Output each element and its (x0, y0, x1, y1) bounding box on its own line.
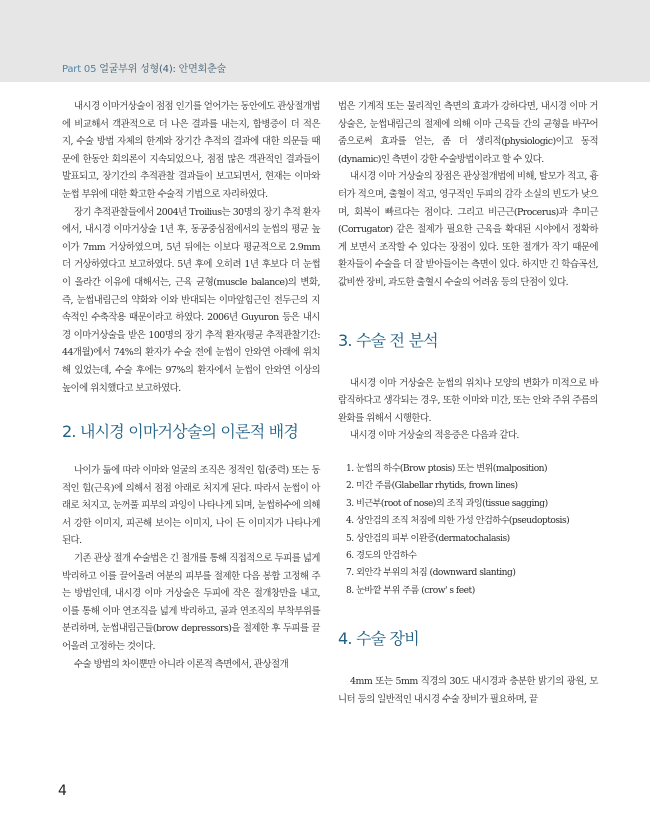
paragraph: 내시경 이마 거상술의 적응증은 다음과 같다. (350, 430, 519, 442)
paragraph: 내시경 이마 거상술의 장점은 관상절개법에 비해, 탈모가 적고, 흉터가 적으며, 출혈이 적고, 영구적인 두피의 감각 소실의 빈도가 낮으며, 회복이 빠르다는 점이다. 그리고 비근근(Procerus)과 추미근(Corrugator) 같은 절제가 필요한 근육을 확대된 시야에서 정확하게 보면서 조작할 수 있다는 장점이 있다. 또한 절개가 작기 때문에 환자들이 수술을 더 잘 받아들이는 측면이 있다. 하지만 긴 학습곡선, 값비싼 장비, 과도한 출혈시 수술의 어려움 등의 단점이 있다. (338, 171, 598, 288)
paragraph-continued: 법은 기계적 또는 물리적인 측면의 효과가 강하다면, 내시경 이마 거상술은, 눈썹내림근의 절제에 의해 이마 근육들 간의 균형을 바꾸어 줌으로써 효과를 얻는, 좀 더 생리적(physiologic)이고 동적(dynamic)인 측면이 강한 수술방법이라고 할 수 있다. (338, 101, 598, 165)
list-item: 7. 외안각 부위의 처짐 (downward slanting) (346, 568, 516, 579)
section-heading-2: 2. 내시경 이마거상술의 이론적 배경 (62, 422, 298, 442)
left-column (62, 98, 320, 673)
section-heading-3: 3. 수술 전 분석 (338, 330, 438, 350)
list-item: 2. 미간 주름(Glabellar rhytids, frown lines) (346, 481, 518, 492)
paragraph: 장기 추적관찰들에서 2004년 Troilius는 30명의 장기 추적 환자에서, 내시경 이마거상술 1년 후, 동공중심점에서의 눈썹의 평균 높이가 7mm 거상하였으며, 5년 뒤에는 이보다 평균적으로 2.9mm 더 거상하였다고 보고하였다. 5년 후에 오히려 1년 후보다 더 눈썹이 올라간 이유에 대해서는, 근육 균형(muscle balance)의 변화, 즉, 눈썹내림근의 약화와 이와 반대되는 이마앞힘근인 전두근의 지속적인 수축작용 때문이라고 하였다. 2006년 Guyuron 등은 내시경 이마거상술을 받은 100명의 장기 추적 환자(평균 추적관찰기간: 44개월)에서 74%의 환자가 수술 전에 눈썹이 안와연 아래에 위치해 있었는데, 수술 후에는 97%의 환자에서 눈썹이 안와연 이상의 높이에 위치했다고 보고하였다. (62, 206, 320, 394)
list-item: 3. 비근부(root of nose)의 조직 과잉(tissue sagging) (346, 498, 548, 509)
paragraph: 내시경 이마거상술이 점점 인기를 얻어가는 동안에도 관상절개법에 비교해서 객관적으로 더 나은 결과를 내는지, 합병증이 더 적은지, 수술 방법 자체의 한계와 장기간 추적의 결과에 대한 의문들 때문에 한동안 회의론이 지속되었으나, 점점 많은 객관적인 결과들이 발표되고, 장기간의 추적관찰 결과들이 보고되면서, 현재는 이마와 눈썹 부위에 대한 확고한 수술적 기법으로 자리하였다. (62, 101, 320, 200)
paragraph: 수술 방법의 차이뿐만 아니라 이론적 측면에서, 관상절개 (74, 658, 289, 670)
paragraph: 나이가 듦에 따라 이마와 얼굴의 조직은 정적인 힘(중력) 또는 동적인 힘(근육)에 의해서 점점 아래로 처지게 된다. 따라서 눈썹이 아래로 처지고, 눈꺼풀 피부의 과잉이 나타나게 되며, 눈썹하수에 의해서 강한 이미지, 피곤해 보이는 이미지, 나이 든 이미지가 나타나게 된다. (62, 465, 320, 547)
running-header-part: Part 05 (62, 64, 97, 75)
page-number: 4 (58, 783, 67, 799)
right-column (338, 98, 598, 708)
running-header-title: 얼굴부위 성형(4): 안면회춘술 (99, 64, 226, 75)
list-item: 1. 눈썹의 하수(Brow ptosis) 또는 변위(malposition) (346, 463, 548, 474)
list-item: 6. 경도의 안검하수 (346, 550, 417, 561)
paragraph: 4mm 또는 5mm 직경의 30도 내시경과 충분한 밝기의 광원, 모니터 등의 일반적인 내시경 수술 장비가 필요하며, 끝 (338, 676, 598, 705)
list-item: 8. 눈바깥 부위 주름 (crow' s feet) (346, 585, 475, 596)
paragraph: 내시경 이마 거상술은 눈썹의 위치나 모양의 변화가 미적으로 바람직하다고 생각되는 경우, 또한 이마와 미간, 또는 안와 주위 주름의 완화를 위해서 시행한다. (338, 377, 598, 424)
list-item: 5. 상안검의 피부 이완증(dermatochalasis) (346, 533, 510, 544)
paragraph: 기존 관상 절개 수술법은 긴 절개를 통해 직접적으로 두피를 넓게 박리하고 이를 끌어올려 여분의 피부를 절제한 다음 봉합 고정해 주는 방법인데, 내시경 이마 거상술은 두피에 작은 절개창만을 내고, 이를 통해 이마 연조직을 넓게 박리하고, 골과 연조직의 부착부위를 분리하며, 눈썹내림근들(brow depressors)을 절제한 후 두피를 끌어올려 고정하는 것이다. (62, 553, 320, 653)
running-header-bar (0, 0, 650, 82)
section-heading-4: 4. 수술 장비 (338, 629, 419, 649)
running-header (62, 60, 226, 75)
indications-list (338, 461, 598, 600)
list-item: 4. 상안검의 조직 처짐에 의한 가성 안검하수(pseudoptosis) (346, 516, 570, 527)
